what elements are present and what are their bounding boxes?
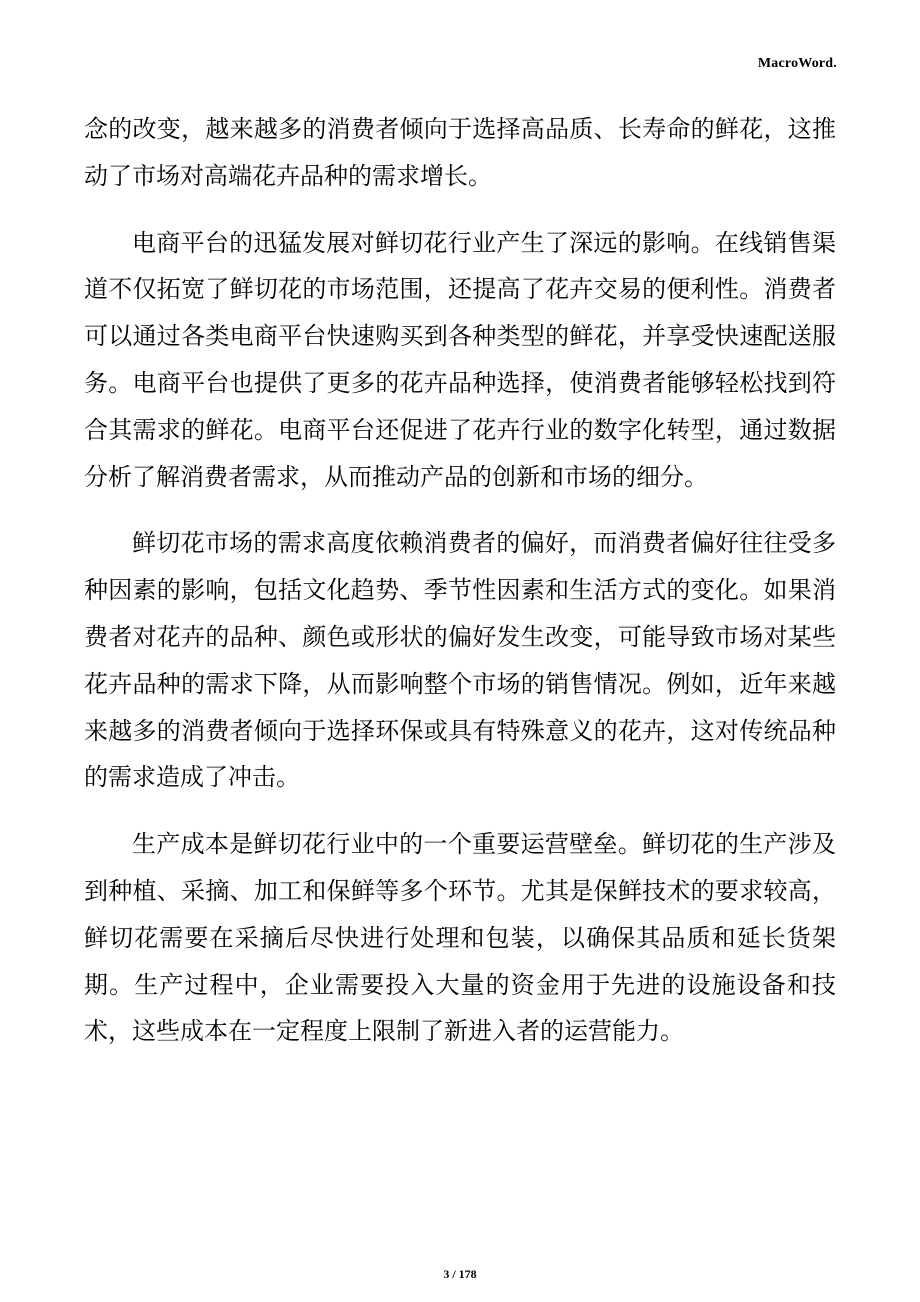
body-text — [84, 106, 836, 1075]
paragraph-ecommerce: 电商平台的迅猛发展对鲜切花行业产生了深远的影响。在线销售渠道不仅拓宽了鲜切花的市场范围，还提高了花卉交易的便利性。消费者可以通过各类电商平台快速购买到各种类型的鲜花，并享受快速配送服务。电商平台也提供了更多的花卉品种选择，使消费者能够轻松找到符合其需求的鲜花。电商平台还促进了花卉行业的数字化转型，通过数据分析了解消费者需求，从而推动产品的创新和市场的细分。 — [84, 228, 836, 491]
header-brand: MacroWord. — [757, 56, 837, 71]
paragraph-consumer-preference: 鲜切花市场的需求高度依赖消费者的偏好，而消费者偏好往往受多种因素的影响，包括文化趋势、季节性因素和生活方式的变化。如果消费者对花卉的品种、颜色或形状的偏好发生改变，可能导致市场对某些花卉品种的需求下降，从而影响整个市场的销售情况。例如，近年来越来越多的消费者倾向于选择环保或具有特殊意义的花卉，这对传统品种的需求造成了冲击。 — [84, 529, 836, 792]
paragraph-continuation: 念的改变，越来越多的消费者倾向于选择高品质、长寿命的鲜花，这推动了市场对高端花卉品种的需求增长。 — [84, 115, 836, 190]
paragraph-production-cost: 生产成本是鲜切花行业中的一个重要运营壁垒。鲜切花的生产涉及到种植、采摘、加工和保鲜等多个环节。尤其是保鲜技术的要求较高，鲜切花需要在采摘后尽快进行处理和包装，以确保其品质和延长货架期。生产过程中，企业需要投入大量的资金用于先进的设施设备和技术，这些成本在一定程度上限制了新进入者的运营能力。 — [84, 830, 836, 1046]
page-number: 3 / 178 — [443, 1267, 477, 1281]
